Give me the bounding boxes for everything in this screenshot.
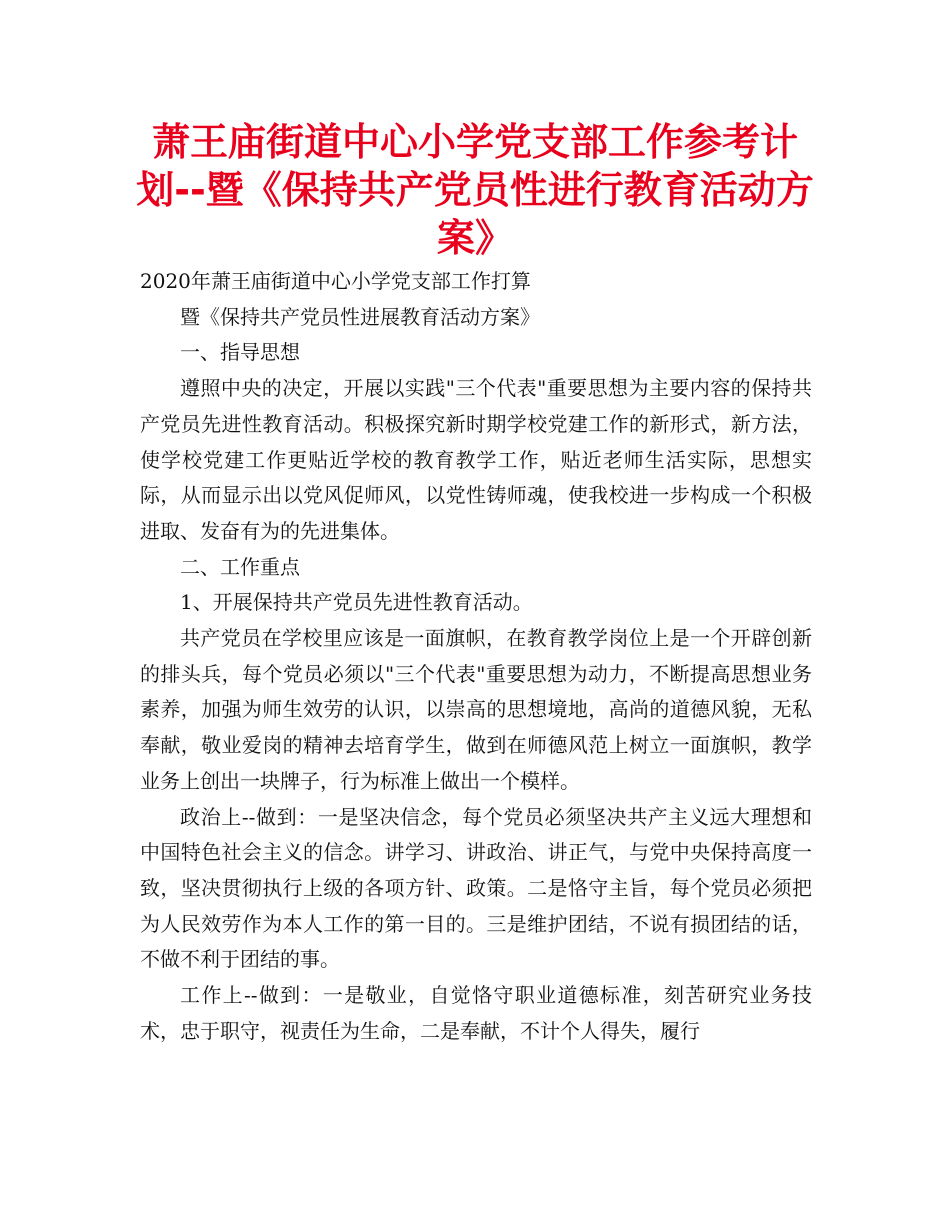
section-heading: 二、工作重点 xyxy=(180,554,300,579)
paragraph: 政治上--做到：一是坚决信念，每个党员必须坚决共产主义远大理想和中国特色社会主义的信念。讲学习、讲政治、讲正气，与党中央保持高度一致，坚决贯彻执行上级的各项方针、政策。二是恪守主旨，每个党员必须把为人民效劳作为本人工作的第一目的。三是维护团结，不说有损团结的话，不做不利于团结的事。 xyxy=(140,804,812,972)
document-body xyxy=(140,264,812,1049)
paragraph: 共产党员在学校里应该是一面旗帜，在教育教学岗位上是一个开辟创新的排头兵，每个党员必须以"三个代表"重要思想为动力，不断提高思想业务素养，加强为师生效劳的认识，以崇高的思想境地，高尚的道德风貌，无私奉献，敬业爱岗的精神去培育学生，做到在师德风范上树立一面旗帜，教学业务上创出一块牌子，行为标准上做出一个模样。 xyxy=(140,626,812,793)
paragraph: 2020年萧王庙街道中心小学党支部工作打算 xyxy=(140,269,531,293)
paragraph: 1、开展保持共产党员先进性教育活动。 xyxy=(180,590,533,615)
document-title: 萧王庙街道中心小学党支部工作参考计划--暨《保持共产党员性进行教育活动方案》 xyxy=(136,120,814,260)
paragraph: 工作上--做到：一是敬业，自觉恪守职业道德标准，刻苦研究业务技术，忠于职守，视责任为生命，二是奉献，不计个人得失，履行 xyxy=(140,983,812,1043)
paragraph: 暨《保持共产党员性进展教育活动方案》 xyxy=(180,304,540,329)
section-heading: 一、指导思想 xyxy=(180,340,300,365)
paragraph: 遵照中央的决定，开展以实践"三个代表"重要思想为主要内容的保持共产党员先进性教育活动。积极探究新时期学校党建工作的新形式，新方法，使学校党建工作更贴近学校的教育教学工作，贴近老师生活实际，思想实际，从而显示出以党风促师风，以党性铸师魂，使我校进一步构成一个积极进取、发奋有为的先进集体。 xyxy=(140,376,812,543)
